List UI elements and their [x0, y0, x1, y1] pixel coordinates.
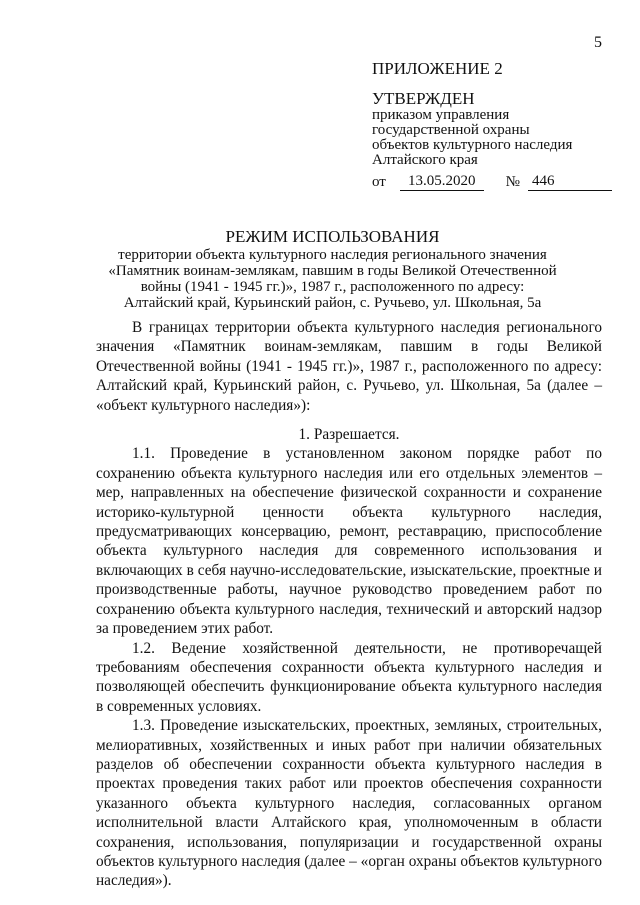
number-label: № [505, 174, 520, 190]
from-label: от [372, 174, 386, 190]
approval-block [372, 60, 612, 191]
title-line: «Памятник воинам-землякам, павшим в годы Великой Отечественной [108, 263, 557, 279]
item-paragraph: 1.2. Ведение хозяйственной деятельности, не противоречащей требованиям обеспечения сохранности объекта культурного наследия и позволяющей обеспечить функционирование объекта культурного наследия в современных условиях. [96, 639, 602, 715]
order-date-number [372, 172, 612, 191]
title-line: Алтайский край, Курьинский район, с. Ручьево, ул. Школьная, 5а [123, 295, 542, 311]
intro-paragraph: В границах территории объекта культурного наследия регионального значения «Памятник воинам-землякам, павшим в годы Великой Отечественной войны (1941 - 1945 гг.)», 1987 г., расположенного по адресу: Алтайский край, Курьинский район, с. Ручьево, ул. Школьная, 5а (далее – «объект культурного наследия»): [96, 319, 602, 414]
title-line: территории объекта культурного наследия регионального значения [118, 247, 547, 263]
approval-line: объектов культурного наследия [372, 137, 573, 153]
page-number: 5 [594, 34, 602, 51]
title-line: войны (1941 - 1945 гг.)», 1987 г., расположенного по адресу: [140, 279, 525, 295]
order-number: 446 [528, 172, 612, 191]
annex-title: ПРИЛОЖЕНИЕ 2 [372, 59, 503, 78]
document-title [60, 227, 605, 311]
approval-line: приказом управления [372, 107, 510, 123]
section-title: 1. Разрешается. [298, 426, 400, 444]
document-body [96, 318, 602, 891]
approval-line: Алтайского края [372, 152, 478, 168]
order-date: 13.05.2020 [400, 172, 484, 191]
approval-line: государственной охраны [372, 122, 530, 138]
title-heading: РЕЖИМ ИСПОЛЬЗОВАНИЯ [225, 227, 440, 246]
approved-label: УТВЕРЖДЕН [372, 89, 475, 108]
item-paragraph: 1.1. Проведение в установленном законом порядке работ по сохранению объекта культурного наследия или его отдельных элементов – мер, направленных на обеспечение физической сохранности и сохранение историко-культурной ценности объекта культурного наследия, предусматривающих консервацию, ремонт, реставрацию, приспособление объекта культурного наследия для современного использования и включающих в себя научно-исследовательские, изыскательские, проектные и производственные работы, научное руководство проведением работ по сохранению объекта культурного наследия, технический и авторский надзор за проведением этих работ. [96, 445, 602, 638]
item-paragraph: 1.3. Проведение изыскательских, проектных, земляных, строительных, мелиоративных, хозяйственных и иных работ при наличии обязательных разделов об обеспечении сохранности объекта культурного наследия в проектах проведения таких работ или проектов обеспечения сохранности указанного объекта культурного наследия, согласованных органом исполнительной власти Алтайского края, уполномоченным в области сохранения, использования, популяризации и государственной охраны объектов культурного наследия (далее – «орган охраны объектов культурного наследия»). [96, 717, 602, 890]
